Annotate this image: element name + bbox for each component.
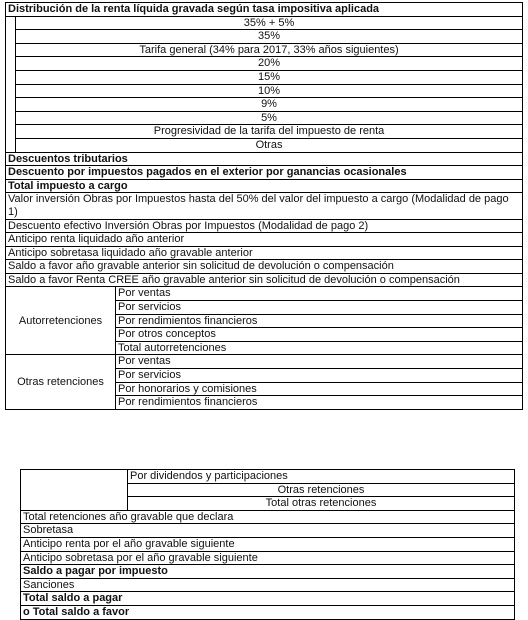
table-row bbox=[6, 246, 523, 260]
retentions-summary-table bbox=[20, 469, 515, 620]
summary-row-label: Anticipo sobretasa por el año gravable siguiente bbox=[21, 551, 515, 565]
table-row bbox=[6, 179, 523, 193]
table-row bbox=[6, 3, 523, 17]
table-row bbox=[21, 470, 515, 484]
rate-cell: Tarifa general (34% para 2017, 33% años siguientes) bbox=[16, 43, 523, 57]
table-row bbox=[21, 605, 515, 619]
table-row bbox=[6, 166, 523, 180]
table-row bbox=[21, 510, 515, 524]
tax-distribution-table bbox=[5, 2, 523, 410]
table-row bbox=[21, 537, 515, 551]
retention-item: Por servicios bbox=[116, 301, 523, 315]
table-row bbox=[6, 138, 523, 152]
rate-cell: 35% + 5% bbox=[16, 16, 523, 30]
rate-cell: 10% bbox=[16, 84, 523, 98]
retention-item: Por dividendos y participaciones bbox=[128, 470, 515, 484]
table-row bbox=[21, 551, 515, 565]
summary-row-label: o Total saldo a favor bbox=[21, 605, 515, 619]
autorretenciones-group-label: Autorretenciones bbox=[6, 287, 116, 355]
retention-item: Por otros conceptos bbox=[116, 328, 523, 342]
rate-cell: Otras bbox=[16, 138, 523, 152]
table-row bbox=[6, 233, 523, 247]
row-label: Saldo a favor año gravable anterior sin solicitud de devolución o compensación bbox=[6, 260, 523, 274]
rate-cell: Progresividad de la tarifa del impuesto de renta bbox=[16, 125, 523, 139]
table-row bbox=[6, 16, 523, 30]
row-label: Anticipo renta liquidado año anterior bbox=[6, 233, 523, 247]
retention-item: Por rendimientos financieros bbox=[116, 396, 523, 410]
table-row bbox=[21, 592, 515, 606]
retention-item: Por rendimientos financieros bbox=[116, 314, 523, 328]
row-label: Anticipo sobretasa liquidado año gravable anterior bbox=[6, 246, 523, 260]
retention-item: Por ventas bbox=[116, 355, 523, 369]
row-label: Descuento efectivo Inversión Obras por Impuestos (Modalidad de pago 2) bbox=[6, 219, 523, 233]
retention-item: Total otras retenciones bbox=[128, 497, 515, 511]
retention-item: Otras retenciones bbox=[128, 483, 515, 497]
retention-item: Por servicios bbox=[116, 369, 523, 383]
table-row bbox=[21, 565, 515, 579]
table-row bbox=[6, 30, 523, 44]
table-row bbox=[21, 578, 515, 592]
rate-cell: 15% bbox=[16, 70, 523, 84]
table-row bbox=[6, 84, 523, 98]
table-row bbox=[21, 524, 515, 538]
rate-cell: 5% bbox=[16, 111, 523, 125]
table-row bbox=[6, 125, 523, 139]
table-row bbox=[6, 193, 523, 219]
table-row bbox=[6, 287, 523, 301]
table-row bbox=[6, 355, 523, 369]
retention-item: Total autorretenciones bbox=[116, 341, 523, 355]
summary-row-label: Sanciones bbox=[21, 578, 515, 592]
table-row bbox=[6, 70, 523, 84]
summary-row-label: Total retenciones año gravable que declara bbox=[21, 510, 515, 524]
bold-row-label: Descuentos tributarios bbox=[6, 152, 523, 166]
section-heading: Distribución de la renta líquida gravada según tasa impositiva aplicada bbox=[6, 3, 523, 17]
table-row bbox=[6, 111, 523, 125]
summary-row-label: Saldo a pagar por impuesto bbox=[21, 565, 515, 579]
indent-cell bbox=[6, 16, 16, 152]
table-row bbox=[6, 260, 523, 274]
retention-item: Por honorarios y comisiones bbox=[116, 382, 523, 396]
valor-inversion-label: Valor inversión Obras por Impuestos hasta del 50% del valor del impuesto a cargo (Modalidad de pago 1) bbox=[6, 193, 523, 219]
summary-row-label: Sobretasa bbox=[21, 524, 515, 538]
otras-retenciones-group-label: Otras retenciones bbox=[6, 355, 116, 409]
table-row bbox=[6, 273, 523, 287]
table-row bbox=[6, 152, 523, 166]
retention-item: Por ventas bbox=[116, 287, 523, 301]
bold-row-label: Descuento por impuestos pagados en el exterior por ganancias ocasionales bbox=[6, 166, 523, 180]
row-label: Saldo a favor Renta CREE año gravable anterior sin solicitud de devolución o compensación bbox=[6, 273, 523, 287]
rate-cell: 9% bbox=[16, 98, 523, 112]
table-row bbox=[6, 43, 523, 57]
table-row bbox=[6, 57, 523, 71]
bold-row-label: Total impuesto a cargo bbox=[6, 179, 523, 193]
table-row bbox=[6, 98, 523, 112]
table-row bbox=[6, 219, 523, 233]
summary-row-label: Total saldo a pagar bbox=[21, 592, 515, 606]
rate-cell: 20% bbox=[16, 57, 523, 71]
rate-cell: 35% bbox=[16, 30, 523, 44]
group-label-cell bbox=[21, 470, 128, 511]
summary-row-label: Anticipo renta por el año gravable siguiente bbox=[21, 537, 515, 551]
